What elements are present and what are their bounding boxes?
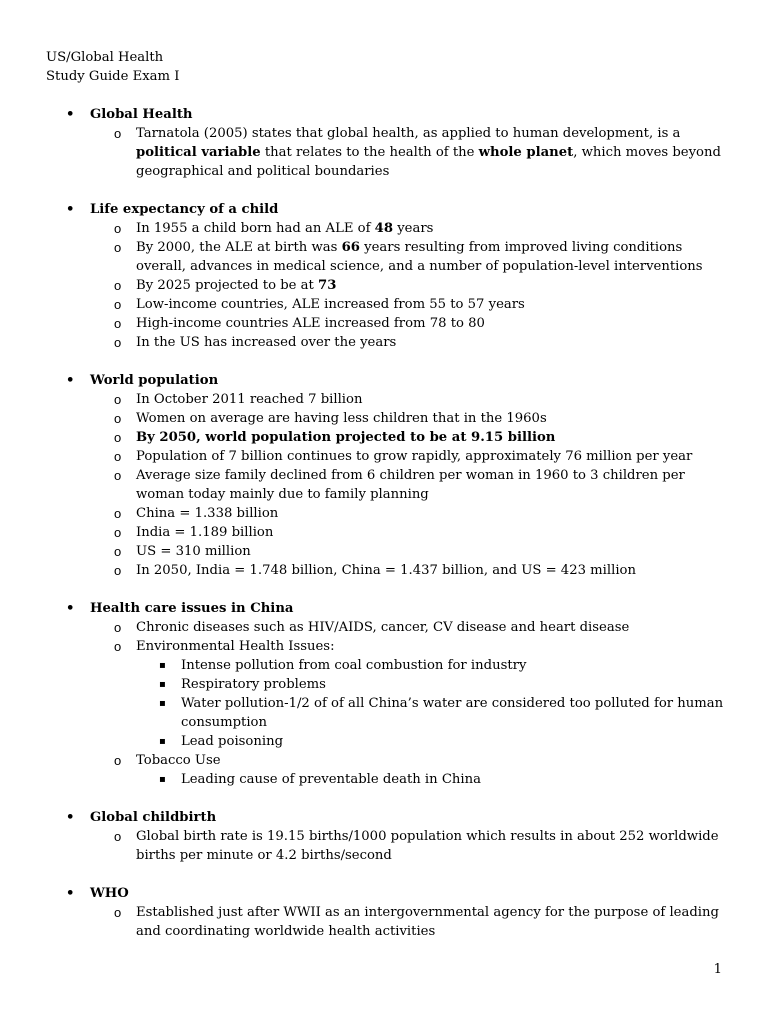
section-global-health [46,105,726,181]
section-title: Global Health [90,107,193,122]
list-item: o By 2050, world population projected to be at 9.15 billion [114,430,556,445]
page-number: 1 [713,962,722,977]
square-bullet-icon: ▪ [159,660,166,671]
bullet-icon: o [114,544,122,559]
bullet-icon: o [114,468,122,483]
square-bullet-icon: ▪ [159,698,166,709]
bullet-icon: o [114,449,122,464]
bullet-icon: • [66,810,75,825]
list-item: o Chronic diseases such as HIV/AIDS, cancer, CV disease and heart disease [114,620,630,635]
header-line-2: Study Guide Exam I [46,69,180,84]
section-china [46,599,726,789]
section-title: Health care issues in China [90,601,294,616]
square-bullet-icon: ▪ [159,774,166,785]
bullet-icon: o [114,506,122,521]
bullet-icon: • [66,107,75,122]
bullet-icon: o [114,221,122,236]
sub-list-item: ▪ Lead poisoning [159,734,284,749]
bullet-icon: o [114,753,122,768]
bullet-icon: • [66,886,75,901]
list-item: o US = 310 million [114,544,251,559]
bullet-icon: o [114,126,122,141]
bullet-icon: o [114,411,122,426]
document-page [46,48,726,941]
section-title: Global childbirth [90,810,217,825]
document-header [46,48,726,86]
list-item: o In October 2011 reached 7 billion [114,392,363,407]
sub-list-item: ▪ Intense pollution from coal combustion for industry [159,658,527,673]
list-item: o Tarnatola (2005) states that global health, as applied to human development, is a political variable that relates to the health of the whole planet, which moves beyond geographical and political boundaries [114,126,721,179]
section-title: Life expectancy of a child [90,202,279,217]
bullet-icon: o [114,905,122,920]
section-who [46,884,726,941]
bullet-icon: • [66,373,75,388]
bullet-icon: o [114,620,122,635]
bullet-icon: • [66,202,75,217]
sub-list-item: ▪ Respiratory problems [159,677,326,692]
bullet-icon: o [114,829,122,844]
list-item: o Global birth rate is 19.15 births/1000 population which results in about 252 worldwide births per minute or 4.2 births/second [114,829,719,863]
bullet-icon: o [114,335,122,350]
list-item: o Tobacco Use [114,753,221,768]
list-item: o By 2025 projected to be at 73 [114,278,337,293]
bullet-icon: o [114,563,122,578]
header-line-1: US/Global Health [46,50,164,65]
list-item: o India = 1.189 billion [114,525,274,540]
section-title: World population [90,373,219,388]
square-bullet-icon: ▪ [159,736,166,747]
section-global-childbirth [46,808,726,865]
section-title: WHO [90,886,129,901]
list-item: o Environmental Health Issues: [114,639,335,654]
bullet-icon: • [66,601,75,616]
list-item: o Population of 7 billion continues to grow rapidly, approximately 76 million per year [114,449,693,464]
list-item: o High-income countries ALE increased from 78 to 80 [114,316,485,331]
bullet-icon: o [114,278,122,293]
bullet-icon: o [114,639,122,654]
list-item: o Established just after WWII as an intergovernmental agency for the purpose of leading and coordinating worldwide health activities [114,905,719,939]
bullet-icon: o [114,525,122,540]
bullet-icon: o [114,392,122,407]
bullet-icon: o [114,430,122,445]
list-item: o Women on average are having less children that in the 1960s [114,411,547,426]
list-item: o China = 1.338 billion [114,506,279,521]
bullet-icon: o [114,316,122,331]
section-world-population [46,371,726,580]
square-bullet-icon: ▪ [159,679,166,690]
list-item: o Average size family declined from 6 children per woman in 1960 to 3 children per woman today mainly due to family planning [114,468,685,502]
bullet-icon: o [114,297,122,312]
bullet-icon: o [114,240,122,255]
section-life-expectancy [46,200,726,352]
list-item: o Low-income countries, ALE increased from 55 to 57 years [114,297,525,312]
list-item: o By 2000, the ALE at birth was 66 years resulting from improved living conditions overall, advances in medical science, and a number of population-level interventions [114,240,703,274]
sub-list-item: ▪ Leading cause of preventable death in China [159,772,481,787]
list-item: o In 1955 a child born had an ALE of 48 years [114,221,434,236]
sub-list-item: ▪ Water pollution-1/2 of of all China’s water are considered too polluted for human consumption [159,696,724,730]
list-item: o In the US has increased over the years [114,335,397,350]
list-item: o In 2050, India = 1.748 billion, China = 1.437 billion, and US = 423 million [114,563,636,578]
